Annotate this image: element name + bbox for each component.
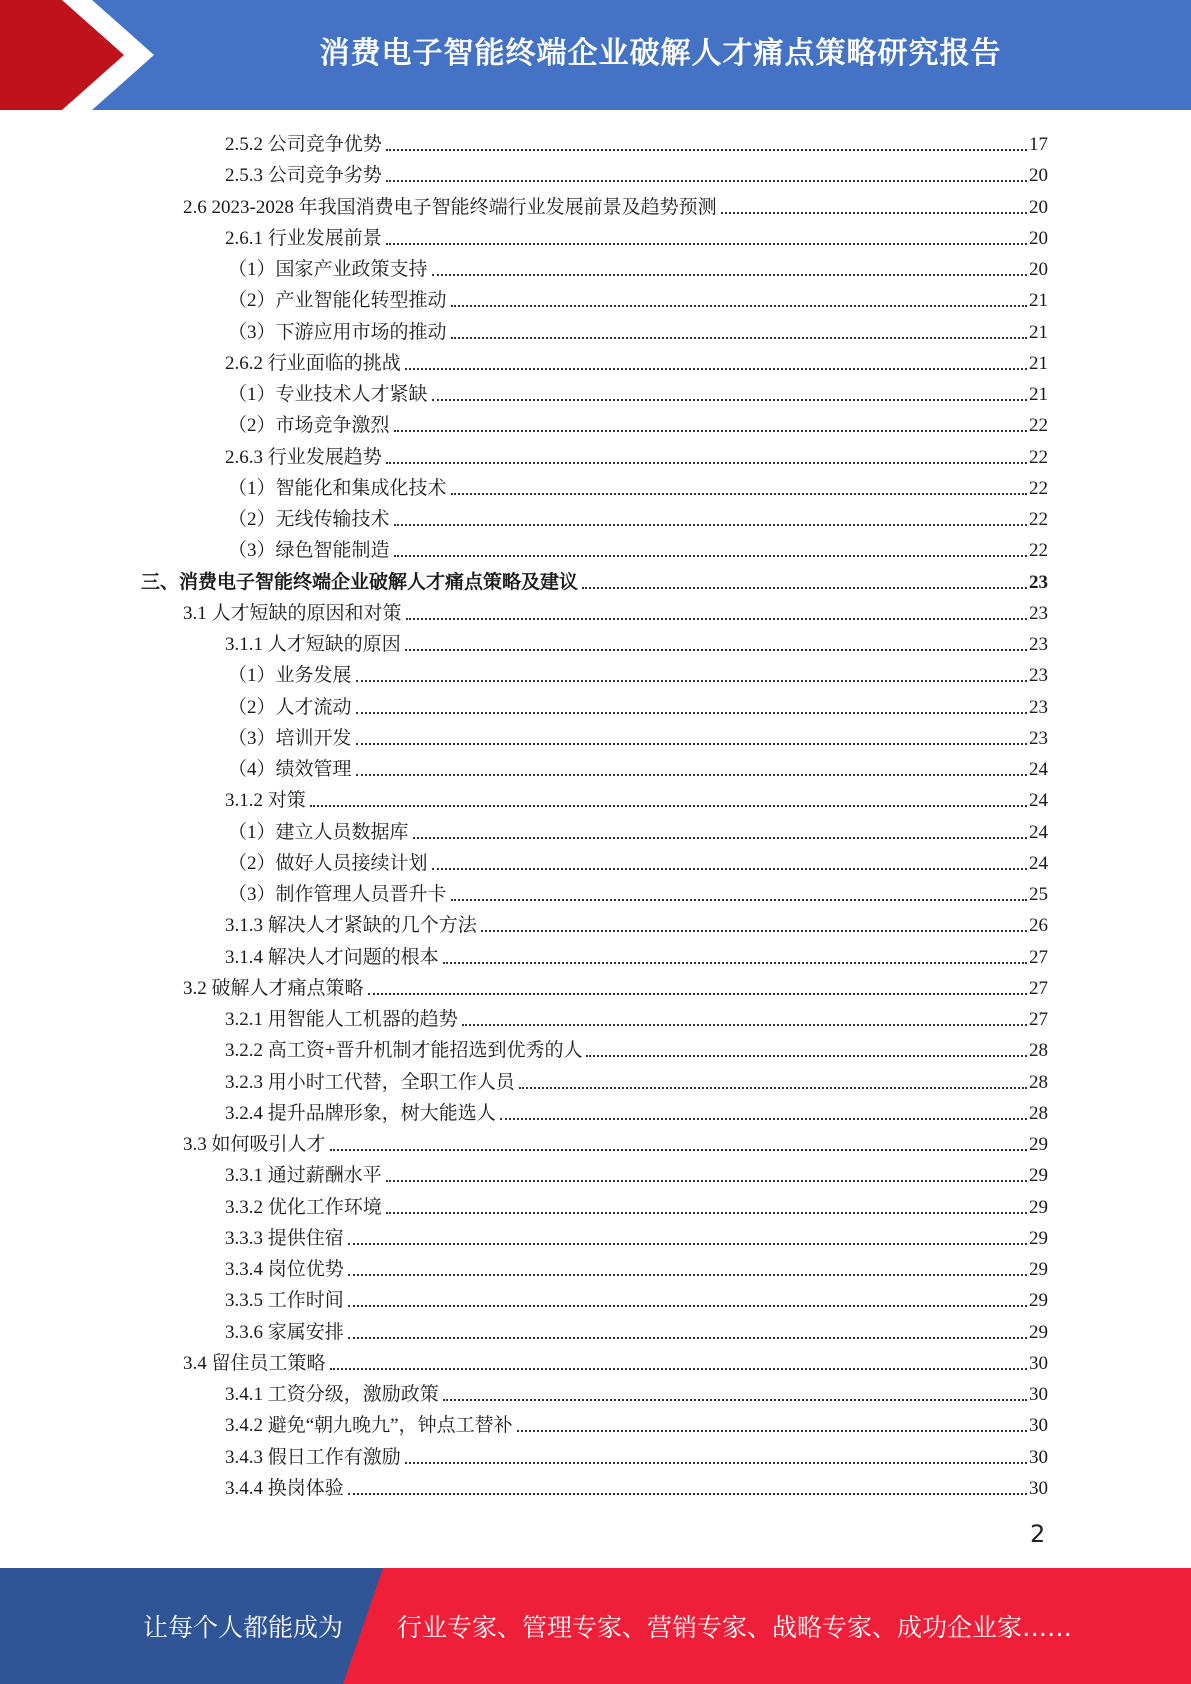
toc-entry-page: 23 xyxy=(1029,602,1048,624)
toc-leader-dots xyxy=(386,1212,1027,1214)
toc-leader-dots xyxy=(405,368,1027,370)
toc-entry-page: 24 xyxy=(1029,852,1048,874)
toc-entry-page: 22 xyxy=(1029,509,1048,530)
toc-entry[interactable] xyxy=(183,1345,1048,1376)
toc-entry[interactable] xyxy=(225,782,1048,813)
toc-leader-dots xyxy=(443,962,1027,964)
toc-leader-dots xyxy=(517,1430,1027,1432)
toc-entry-label: 3.2 破解人才痛点策略 xyxy=(183,977,364,999)
toc-entry-page: 23 xyxy=(1029,634,1048,655)
toc-entry-page: 30 xyxy=(1029,1477,1048,1499)
toc-entry-label: 3.4 留住员工策略 xyxy=(183,1352,326,1374)
toc-entry[interactable] xyxy=(228,657,1048,688)
toc-leader-dots xyxy=(386,149,1027,151)
toc-entry-label: （4）绩效管理 xyxy=(228,759,352,780)
toc-entry-label: （2）市场竞争激烈 xyxy=(228,415,390,437)
toc-entry[interactable] xyxy=(225,1095,1048,1126)
toc-leader-dots xyxy=(451,305,1027,307)
toc-entry-label: 2.6.1 行业发展前景 xyxy=(225,227,382,249)
toc-entry[interactable] xyxy=(225,1407,1048,1438)
toc-entry-label: （3）下游应用市场的推动 xyxy=(228,321,447,343)
toc-entry-page: 17 xyxy=(1029,134,1048,155)
toc-entry-page: 25 xyxy=(1029,884,1048,905)
toc-entry[interactable] xyxy=(225,939,1048,970)
toc-entry[interactable] xyxy=(183,1126,1048,1157)
toc-leader-dots xyxy=(348,1493,1027,1495)
toc-entry[interactable] xyxy=(141,564,1048,595)
toc-leader-dots xyxy=(586,1055,1027,1057)
toc-entry[interactable] xyxy=(228,407,1048,438)
toc-leader-dots xyxy=(481,930,1027,932)
toc-entry-page: 29 xyxy=(1029,1259,1048,1280)
toc-entry-page: 30 xyxy=(1029,1352,1048,1374)
toc-entry[interactable] xyxy=(225,907,1048,938)
toc-entry-label: 3.4.3 假日工作有激励 xyxy=(225,1446,401,1468)
toc-entry[interactable] xyxy=(225,126,1048,157)
toc-entry[interactable] xyxy=(228,314,1048,345)
toc-entry-label: （2）无线传输技术 xyxy=(228,509,390,530)
toc-entry-page: 29 xyxy=(1029,1134,1048,1155)
toc-entry-label: 3.3.3 提供住宿 xyxy=(225,1227,344,1249)
toc-leader-dots xyxy=(413,837,1027,839)
toc-entry[interactable] xyxy=(228,251,1048,282)
toc-entry[interactable] xyxy=(225,1251,1048,1282)
toc-entry-label: 3.1.4 解决人才问题的根本 xyxy=(225,946,439,968)
toc-leader-dots xyxy=(348,1305,1027,1307)
toc-leader-dots xyxy=(443,1399,1027,1401)
toc-entry[interactable] xyxy=(225,1189,1048,1220)
toc-entry[interactable] xyxy=(225,1439,1048,1470)
toc-entry-label: 3.3.4 岗位优势 xyxy=(225,1259,344,1280)
toc-entry-page: 21 xyxy=(1029,384,1048,405)
toc-entry[interactable] xyxy=(225,439,1048,470)
toc-entry-page: 20 xyxy=(1029,196,1048,218)
toc-entry-label: （3）绿色智能制造 xyxy=(228,540,390,562)
toc-entry[interactable] xyxy=(225,1376,1048,1407)
toc-entry-page: 29 xyxy=(1029,1196,1048,1218)
toc-entry-label: 3.2.1 用智能人工机器的趋势 xyxy=(225,1009,458,1030)
footer-roles: 行业专家、管理专家、营销专家、战略专家、成功企业家…… xyxy=(397,1613,1073,1642)
toc-leader-dots xyxy=(348,1243,1027,1245)
toc-entry-label: 3.4.2 避免“朝九晚九”，钟点工替补 xyxy=(225,1415,513,1437)
toc-entry-label: 3.3.1 通过薪酬水平 xyxy=(225,1165,382,1187)
toc-entry-page: 29 xyxy=(1029,1227,1048,1249)
toc-entry[interactable] xyxy=(225,1314,1048,1345)
toc-leader-dots xyxy=(386,180,1027,182)
toc-entry[interactable] xyxy=(225,1064,1048,1095)
toc-entry-page: 30 xyxy=(1029,1384,1048,1405)
toc-entry-label: （1）专业技术人才紧缺 xyxy=(228,384,428,405)
toc-entry-label: 三、消费电子智能终端企业破解人才痛点策略及建议 xyxy=(141,571,579,593)
toc-entry[interactable] xyxy=(225,157,1048,188)
toc-entry-label: 3.3.5 工作时间 xyxy=(225,1290,344,1312)
toc-entry[interactable] xyxy=(228,751,1048,782)
toc-entry-label: （1）业务发展 xyxy=(228,665,352,687)
toc-entry-page: 24 xyxy=(1029,821,1048,843)
toc-entry[interactable] xyxy=(228,501,1048,532)
page-number: 2 xyxy=(1030,1520,1046,1548)
toc-leader-dots xyxy=(386,462,1027,464)
toc-leader-dots xyxy=(451,899,1027,901)
toc-leader-dots xyxy=(368,993,1027,995)
toc-leader-dots xyxy=(432,399,1027,401)
footer-slogan: 让每个人都能成为 xyxy=(143,1613,344,1642)
toc-leader-dots xyxy=(330,1368,1027,1370)
toc-leader-dots xyxy=(405,649,1027,651)
toc-entry-label: 2.6.3 行业发展趋势 xyxy=(225,446,382,468)
toc-leader-dots xyxy=(406,618,1027,620)
toc-leader-dots xyxy=(451,337,1027,339)
toc-leader-dots xyxy=(394,430,1027,432)
toc-entry[interactable] xyxy=(228,376,1048,407)
toc-entry-label: 3.4.4 换岗体验 xyxy=(225,1477,344,1499)
toc-entry-page: 27 xyxy=(1029,946,1048,968)
toc-entry-label: 3.3.2 优化工作环境 xyxy=(225,1196,382,1218)
toc-entry-page: 20 xyxy=(1029,259,1048,280)
toc-entry-label: （2）做好人员接续计划 xyxy=(228,852,428,874)
toc-entry-label: 2.6 2023-2028 年我国消费电子智能终端行业发展前景及趋势预测 xyxy=(183,196,717,218)
toc-entry-page: 23 xyxy=(1029,696,1048,718)
toc-entry[interactable] xyxy=(228,814,1048,845)
toc-entry[interactable] xyxy=(228,282,1048,313)
toc-entry-page: 30 xyxy=(1029,1446,1048,1468)
toc-entry-page: 28 xyxy=(1029,1071,1048,1093)
toc-leader-dots xyxy=(500,1118,1027,1120)
toc-leader-dots xyxy=(519,1087,1027,1089)
toc-entry-page: 27 xyxy=(1029,1009,1048,1030)
toc-entry-page: 22 xyxy=(1029,477,1048,499)
toc-entry[interactable] xyxy=(228,532,1048,563)
toc-entry[interactable] xyxy=(183,189,1048,220)
toc-entry-page: 20 xyxy=(1029,165,1048,187)
toc-leader-dots xyxy=(394,524,1027,526)
toc-entry[interactable] xyxy=(225,1282,1048,1313)
toc-entry-label: 2.5.2 公司竞争优势 xyxy=(225,134,382,155)
toc-entry[interactable] xyxy=(183,595,1048,626)
toc-entry-page: 23 xyxy=(1029,571,1048,593)
toc-entry[interactable] xyxy=(225,1220,1048,1251)
toc-entry-label: （1）智能化和集成化技术 xyxy=(228,477,447,499)
toc-entry-page: 28 xyxy=(1029,1040,1048,1062)
toc-entry[interactable] xyxy=(225,1001,1048,1032)
toc-entry-page: 21 xyxy=(1029,290,1048,312)
toc-entry-label: 3.4.1 工资分级，激励政策 xyxy=(225,1384,439,1405)
toc-leader-dots xyxy=(356,712,1027,714)
toc-entry[interactable] xyxy=(183,970,1048,1001)
toc-entry-page: 27 xyxy=(1029,977,1048,999)
toc-entry-label: 3.1.1 人才短缺的原因 xyxy=(225,634,401,655)
toc-entry-label: （2）产业智能化转型推动 xyxy=(228,290,447,312)
toc-entry[interactable] xyxy=(228,689,1048,720)
toc-entry[interactable] xyxy=(225,1032,1048,1063)
toc-entry-label: 3.2.3 用小时工代替，全职工作人员 xyxy=(225,1071,515,1093)
page-header xyxy=(0,0,1191,110)
toc-leader-dots xyxy=(432,274,1027,276)
toc-entry-page: 29 xyxy=(1029,1321,1048,1343)
toc-entry-label: （3）制作管理人员晋升卡 xyxy=(228,884,447,905)
page-footer xyxy=(0,1568,1191,1684)
toc-entry-page: 23 xyxy=(1029,665,1048,687)
toc-leader-dots xyxy=(386,1180,1027,1182)
toc-entry-page: 23 xyxy=(1029,727,1048,749)
toc-entry-page: 24 xyxy=(1029,759,1048,780)
toc-entry-label: 3.1 人才短缺的原因和对策 xyxy=(183,602,402,624)
toc-entry-label: （2）人才流动 xyxy=(228,696,352,718)
toc-leader-dots xyxy=(348,1274,1027,1276)
toc-leader-dots xyxy=(330,1149,1027,1151)
toc-entry-label: 2.5.3 公司竞争劣势 xyxy=(225,165,382,187)
toc-entry-page: 29 xyxy=(1029,1165,1048,1187)
toc-entry-label: （1）国家产业政策支持 xyxy=(228,259,428,280)
toc-entry-page: 22 xyxy=(1029,446,1048,468)
toc-leader-dots xyxy=(721,212,1027,214)
toc-entry-page: 21 xyxy=(1029,352,1048,374)
toc-entry-page: 26 xyxy=(1029,915,1048,937)
toc-leader-dots xyxy=(405,1462,1027,1464)
toc-entry-label: 3.1.2 对策 xyxy=(225,790,306,812)
toc-leader-dots xyxy=(394,555,1027,557)
toc-entry[interactable] xyxy=(225,1470,1048,1501)
toc-entry[interactable] xyxy=(225,220,1048,251)
toc-entry-page: 24 xyxy=(1029,790,1048,812)
toc-leader-dots xyxy=(356,743,1027,745)
toc-leader-dots xyxy=(462,1024,1027,1026)
toc-entry-label: 3.3 如何吸引人才 xyxy=(183,1134,326,1155)
toc-entry-label: 3.3.6 家属安排 xyxy=(225,1321,344,1343)
chevron-decoration xyxy=(0,0,160,110)
toc-leader-dots xyxy=(356,774,1027,776)
toc-leader-dots xyxy=(356,680,1027,682)
toc-entry-page: 28 xyxy=(1029,1102,1048,1124)
toc-entry[interactable] xyxy=(228,845,1048,876)
toc-leader-dots xyxy=(348,1337,1027,1339)
toc-leader-dots xyxy=(386,243,1027,245)
toc-entry[interactable] xyxy=(225,626,1048,657)
toc-leader-dots xyxy=(432,868,1027,870)
toc-entry[interactable] xyxy=(228,470,1048,501)
toc-entry-page: 20 xyxy=(1029,227,1048,249)
toc-entry-label: 3.2.2 高工资+晋升机制才能招选到优秀的人 xyxy=(225,1040,583,1062)
toc-entry-page: 22 xyxy=(1029,415,1048,437)
toc-leader-dots xyxy=(582,587,1027,589)
toc-entry-label: 2.6.2 行业面临的挑战 xyxy=(225,352,401,374)
toc-leader-dots xyxy=(451,493,1027,495)
toc-entry[interactable] xyxy=(225,1157,1048,1188)
toc-entry-label: （3）培训开发 xyxy=(228,727,352,749)
toc-entry[interactable] xyxy=(225,345,1048,376)
toc-entry-page: 21 xyxy=(1029,321,1048,343)
toc-entry-page: 29 xyxy=(1029,1290,1048,1312)
report-title: 消费电子智能终端企业破解人才痛点策略研究报告 xyxy=(319,36,1002,71)
toc-leader-dots xyxy=(310,805,1027,807)
toc-entry-label: 3.1.3 解决人才紧缺的几个方法 xyxy=(225,915,477,937)
toc-entry-label: （1）建立人员数据库 xyxy=(228,821,409,843)
toc-entry-page: 22 xyxy=(1029,540,1048,562)
toc-entry[interactable] xyxy=(228,876,1048,907)
toc-entry-page: 30 xyxy=(1029,1415,1048,1437)
toc-entry-label: 3.2.4 提升品牌形象，树大能选人 xyxy=(225,1102,496,1124)
toc-entry[interactable] xyxy=(228,720,1048,751)
